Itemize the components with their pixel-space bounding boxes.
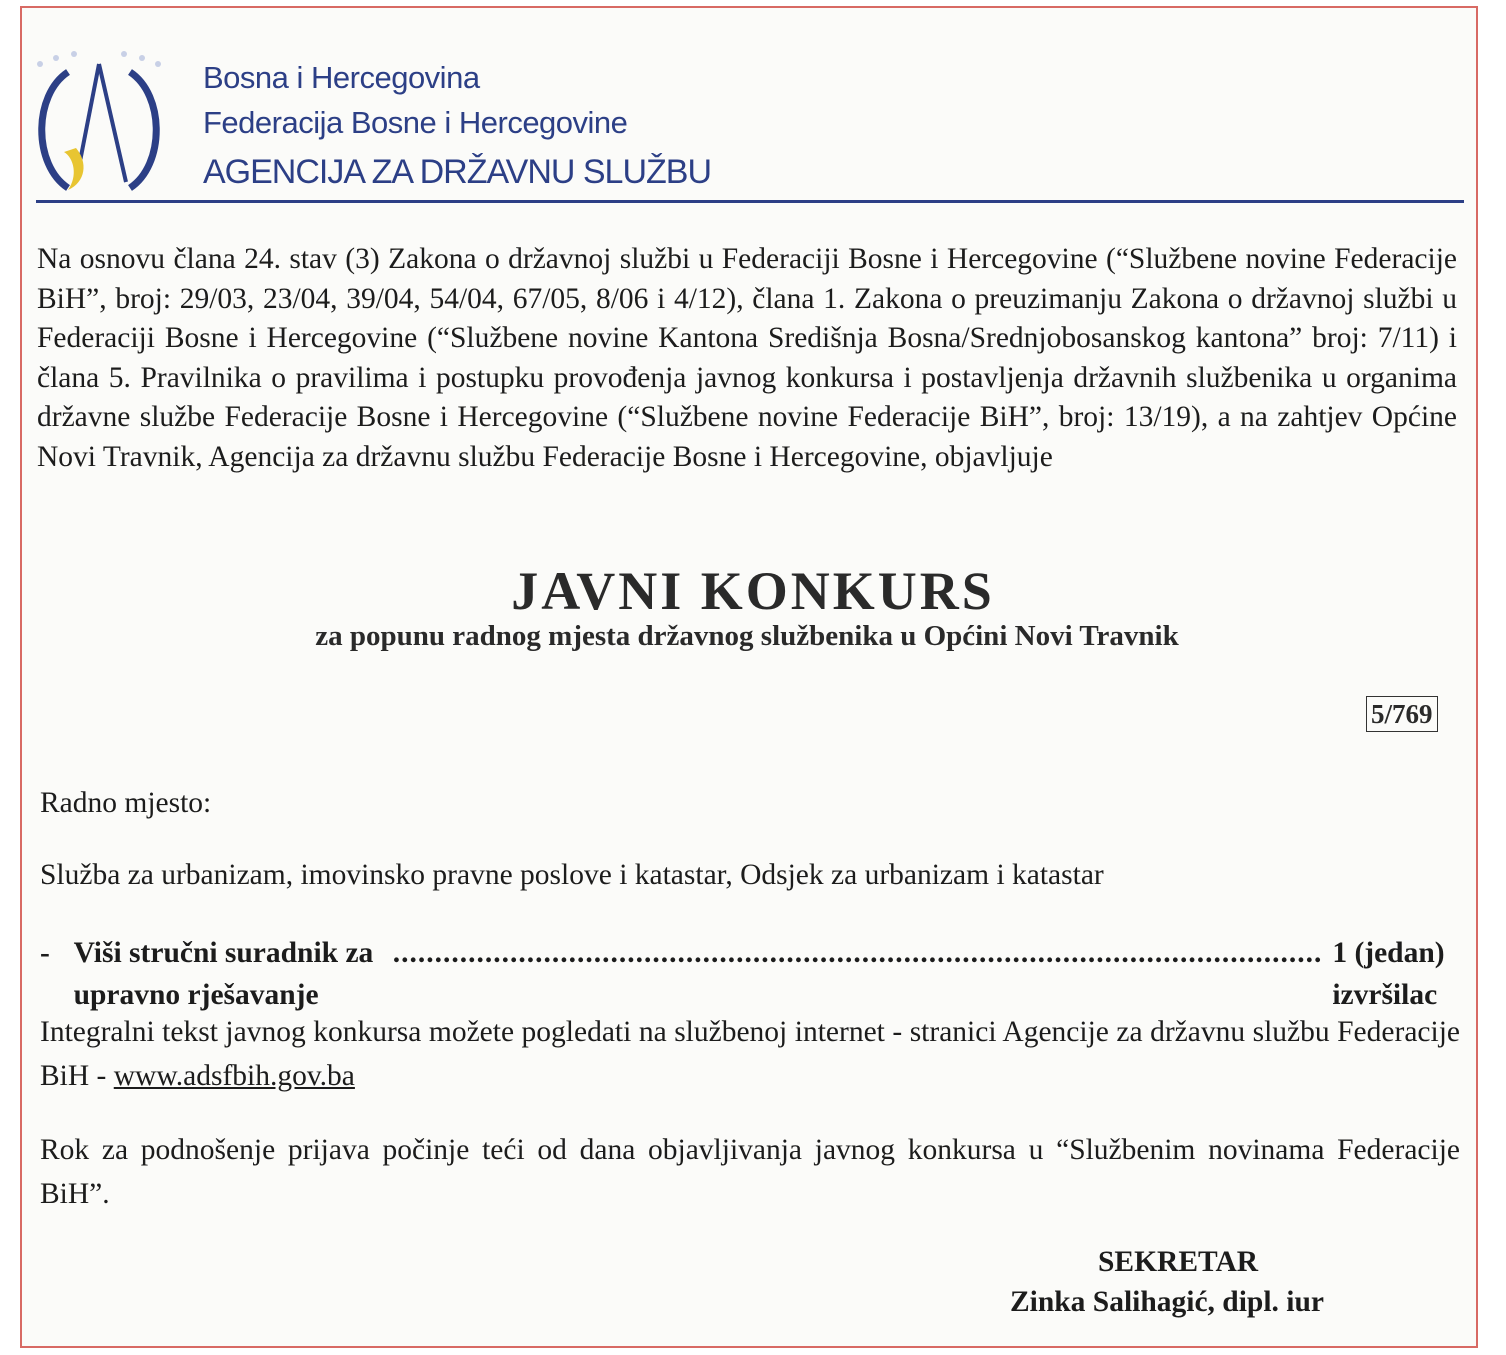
header-federation: Federacija Bosne i Hercegovine: [203, 105, 628, 140]
notice-code-badge: 5/769: [1366, 696, 1438, 732]
position-label: Radno mjesto:: [40, 787, 212, 819]
position-dash: -: [40, 937, 50, 969]
signature-name: Zinka Salihagić, dipl. iur: [1010, 1286, 1324, 1318]
integral-text: Integralni tekst javnog konkursa možete pogledati na službenoj internet - stranici Agencije za državnu službu Federacije BiH -: [40, 1016, 1460, 1092]
integral-text-paragraph: [40, 1010, 1460, 1098]
agency-logo-icon: [28, 50, 168, 200]
intro-paragraph: Na osnovu člana 24. stav (3) Zakona o državnoj službi u Federaciji Bosne i Hercegovine (“Službene novine Federacije BiH”, broj: 29/03, 23/04, 39/04, 54/04, 67/05, 8/06 i 4/12), člana 1. Zakona o preuzimanju Zakona o državnoj službi u Federaciji Bosne i Hercegovine (“Službene novine Kantona Središnja Bosna/Srednjobosanskog kantona” broj: 7/11) i člana 5. Pravilnika o pravilima i postupku provođenja javnog konkursa i postavljenja državnih službenika u organima državne službe Federacije Bosne i Hercegovine (“Službene novine Federacije BiH”, broj: 13/19), a na zahtjev Općine Novi Travnik, Agencija za državnu službu Federacije Bosne i Hercegovine, objavljuje: [37, 243, 1457, 473]
deadline-paragraph: Rok za podnošenje prijava počinje teći od dana objavljivanja javnog konkursa u “Službenim novinama Federacije BiH”.: [40, 1134, 1460, 1210]
position-name: Viši stručni suradnik za upravno rješavanje: [73, 937, 374, 1011]
agency-website-link[interactable]: www.adsfbih.gov.ba: [113, 1060, 355, 1092]
position-count: 1 (jedan) izvršilac: [1332, 937, 1445, 1011]
department-text: Služba za urbanizam, imovinsko pravne poslove i katastar, Odsjek za urbanizam i katastar: [40, 859, 1104, 891]
position-row: [40, 932, 1458, 1011]
signature-role: SEKRETAR: [1098, 1246, 1259, 1278]
notice-title: JAVNI KONKURS: [511, 561, 995, 621]
header-divider: [36, 200, 1464, 203]
notice-subtitle: za popunu radnog mjesta državnog službenika u Općini Novi Travnik: [315, 620, 1179, 652]
position-leader-dots: ...............................................................................................................: [392, 937, 1323, 969]
header-agency: AGENCIJA ZA DRŽAVNU SLUŽBU: [203, 153, 712, 191]
header-country: Bosna i Hercegovina: [203, 60, 480, 95]
